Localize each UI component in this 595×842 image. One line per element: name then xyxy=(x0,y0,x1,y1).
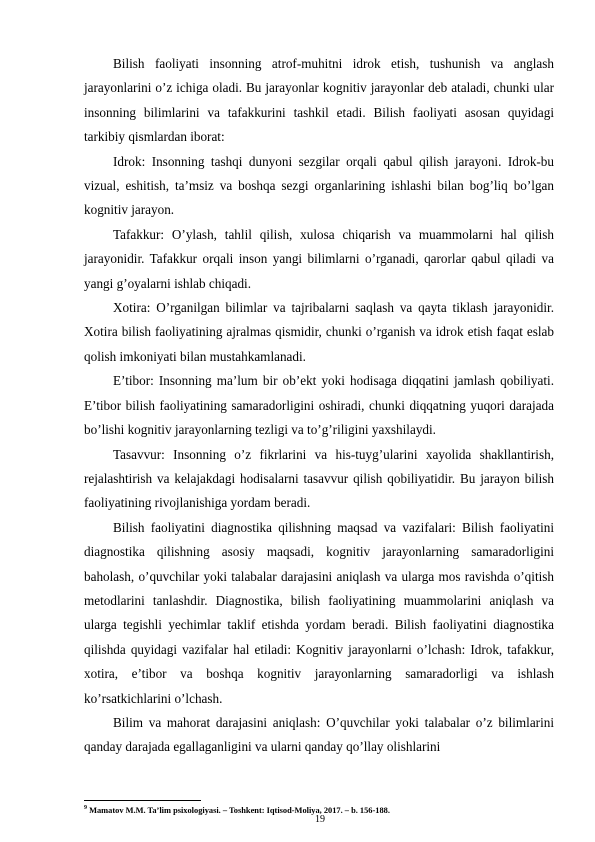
page-number: 19 xyxy=(315,814,325,825)
paragraph-perception: Idrok: Insonning tashqi dunyoni sezgilar orqali qabul qilish jarayoni. Idrok-bu vizual, eshitish, ta’msiz va boshqa sezgi organlarining ishlashi bilan bog’liq bo’lgan kognitiv jarayon. xyxy=(84,153,554,218)
paragraph-thinking: Tafakkur: O’ylash, tahlil qilish, xulosa chiqarish va muammolarni hal qilish jarayonidir. Tafakkur orqali inson yangi bilimlarni o’rganadi, qarorlar qabul qiladi va yangi g’oyalarni ishlab chiqadi. xyxy=(84,226,554,291)
document-body xyxy=(84,52,554,760)
paragraph-memory: Xotira: O’rganilgan bilimlar va tajribalarni saqlash va qayta tiklash jarayonidir. Xotira bilish faoliyatining ajralmas qismidir, chunki o’rganish va idrok etish faqat eslab qolish imkoniyati bilan mustahkamlanadi. xyxy=(84,300,554,364)
paragraph-diagnostics-goals: Bilish faoliyatini diagnostika qilishning maqsad va vazifalari: Bilish faoliyatini diagnostika qilishning asosiy maqsadi, kognitiv jarayonlarning samaradorligini baholash, o’quvchilar yoki talabalar darajasini aniqlash va ularga mos ravishda o’qitish metodlarini tanlashdir. Diagnostika, bilish faoliyatining muammolarini aniqlash va ularga tegishli yechimlar taklif etishda yordam beradi. Bilish faoliyatini diagnostika qilishda quyidagi vazifalar hal etiladi: Kognitiv jarayonlarni o’lchash: Idrok, tafakkur, xotira, e’tibor va boshqa kognitiv jarayonlarning samaradorligi va ishlash ko’rsatkichlarini o’lchash. xyxy=(84,519,554,706)
footnote-divider xyxy=(84,800,201,801)
footnote-text: Mamatov M.M. Ta’lim psixologiyasi. – Toshkent: Iqtisod-Moliya, 2017. – b. 156-188. xyxy=(87,805,390,815)
paragraph-imagination: Tasavvur: Insonning o’z fikrlarini va his-tuyg’ularini xayolida shakllantirish, rejalashtirish va kelajakdagi hodisalarni tasavvur qilish qobiliyatidir. Bu jarayon bilish faoliyatining rivojlanishiga yordam beradi. xyxy=(84,446,554,511)
paragraph-attention: E’tibor: Insonning ma’lum bir ob’ekt yoki hodisaga diqqatini jamlash qobiliyati. E’tibor bilish faoliyatining samaradorligini oshiradi, chunki diqqatning yuqori darajada bo’lishi kognitiv jarayonlarning tezligi va to’g’riligini yaxshilaydi. xyxy=(84,373,554,438)
footnote-marker: 9 xyxy=(84,805,87,811)
paragraph-knowledge-level: Bilim va mahorat darajasini aniqlash: O’quvchilar yoki talabalar o’z bilimlarini qanday darajada egallaganligini va ularni qanday qo’llay olishlarini xyxy=(84,714,554,755)
paragraph-intro: Bilish faoliyati insonning atrof-muhitni idrok etish, tushunish va anglash jarayonlarini o’z ichiga oladi. Bu jarayonlar kognitiv jarayonlar deb ataladi, chunki ular insonning bilimlarini va tafakkurini tashkil etadi. Bilish faoliyati asosan quyidagi tarkibiy qismlardan iborat: xyxy=(84,56,554,145)
